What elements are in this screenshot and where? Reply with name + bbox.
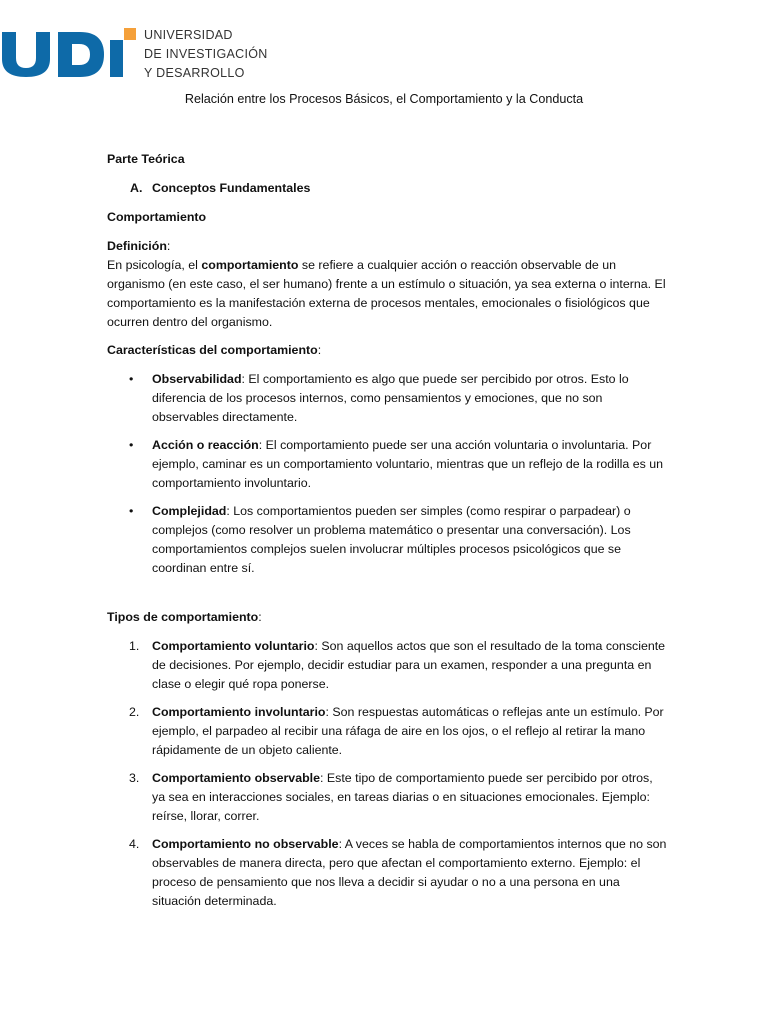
types-heading xyxy=(107,608,667,627)
item-term: Complejidad xyxy=(152,504,227,518)
types-colon: : xyxy=(258,610,262,624)
definition-term: comportamiento xyxy=(201,258,299,272)
list-item xyxy=(107,436,667,493)
document-body xyxy=(107,150,667,911)
subsection-label: Conceptos Fundamentales xyxy=(152,181,311,195)
logo-wordmark xyxy=(144,26,268,83)
logo-letter-d xyxy=(58,32,104,77)
item-text: : El comportamiento es algo que puede ser percibido por otros. Esto lo diferencia de los procesos internos, como pensamientos y emociones, que no son observables directamente. xyxy=(152,372,629,424)
udi-logo-mark xyxy=(0,26,140,82)
list-item xyxy=(107,769,667,826)
list-item xyxy=(107,703,667,760)
list-item xyxy=(107,370,667,427)
subsection-marker: A. xyxy=(130,181,143,195)
document-title: Relación entre los Procesos Básicos, el Comportamiento y la Conducta xyxy=(184,92,584,106)
logo-letter-u xyxy=(2,32,50,77)
item-number: 2. xyxy=(129,705,140,719)
definition-text-start: En psicología, el xyxy=(107,258,202,272)
item-term: Acción o reacción xyxy=(152,438,259,452)
characteristics-list xyxy=(107,370,667,578)
subsection-heading xyxy=(107,179,667,198)
item-text: : Son aquellos actos que son el resultado de la toma consciente de decisiones. Por ejemplo, decidir estudiar para un examen, responder a una pregunta en clase o elegir qué ropa ponerse. xyxy=(152,639,666,691)
item-text: : Son respuestas automáticas o reflejas ante un estímulo. Por ejemplo, el parpadeo al recibir una ráfaga de aire en los ojos, o el reflejo al retirar la mano rápidamente de un objeto caliente. xyxy=(152,705,664,757)
item-text: : El comportamiento puede ser una acción voluntaria o involuntaria. Por ejemplo, caminar es un comportamiento voluntario, mientras que un reflejo de la rodilla es un comportamiento involuntario. xyxy=(152,438,664,490)
logo-letter-i xyxy=(110,40,123,77)
item-term: Comportamiento involuntario xyxy=(152,705,326,719)
types-heading-text: Tipos de comportamiento xyxy=(107,610,259,624)
section-heading: Parte Teórica xyxy=(107,152,185,166)
definition-text-end: se refiere a cualquier acción o reacción observable de un organismo (en este caso, el ser humano) frente a un estímulo o situación, ya sea externa o interna. El comportamiento es la manifestación externa de procesos mentales, emocionales o fisiológicos que ocurren dentro del organismo. xyxy=(107,258,666,329)
characteristics-heading xyxy=(107,341,667,360)
item-number: 1. xyxy=(129,639,140,653)
item-term: Comportamiento observable xyxy=(152,771,320,785)
definition-label: Definición xyxy=(107,239,167,253)
definition-paragraph xyxy=(107,256,667,332)
list-item xyxy=(107,502,667,578)
item-text: : Este tipo de comportamiento puede ser percibido por otros, ya sea en interacciones sociales, en tareas diarias o en situaciones emocionales. Ejemplo: reírse, llorar, correr. xyxy=(152,771,653,823)
logo-line: UNIVERSIDAD xyxy=(144,28,233,42)
list-item xyxy=(107,637,667,694)
types-list xyxy=(107,637,667,911)
characteristics-colon: : xyxy=(317,343,322,357)
udi-logo xyxy=(0,26,280,82)
definition-block xyxy=(107,237,667,332)
logo-line: Y DESARROLLO xyxy=(144,66,245,80)
item-number: 3. xyxy=(129,771,140,785)
topic-heading: Comportamiento xyxy=(107,210,207,224)
item-number: 4. xyxy=(129,837,140,851)
characteristics-heading-text: Características del comportamiento xyxy=(107,343,318,357)
item-text: : Los comportamientos pueden ser simples (como respirar o parpadear) o complejos (como resolver un problema matemático o presentar una conversación). Los comportamientos complejos suelen involucrar múltiples procesos psicológicos que se coordinan entre sí. xyxy=(152,504,631,575)
logo-accent-square xyxy=(124,28,136,40)
item-term: Comportamiento voluntario xyxy=(152,639,315,653)
item-text: : A veces se habla de comportamientos internos que no son observables de manera directa, pero que afectan el comportamiento externo. Ejemplo: el proceso de pensamiento que nos lleva a decidir si ayudar o no a una persona en una situación determinada. xyxy=(152,837,667,908)
definition-label-line xyxy=(107,237,667,256)
definition-colon: : xyxy=(166,239,171,253)
item-term: Comportamiento no observable xyxy=(152,837,339,851)
bullet-icon: • xyxy=(129,372,134,386)
bullet-icon: • xyxy=(129,504,134,518)
bullet-icon: • xyxy=(129,438,134,452)
list-item xyxy=(107,835,667,911)
item-term: Observabilidad xyxy=(152,372,242,386)
logo-line: DE INVESTIGACIÓN xyxy=(144,47,268,61)
